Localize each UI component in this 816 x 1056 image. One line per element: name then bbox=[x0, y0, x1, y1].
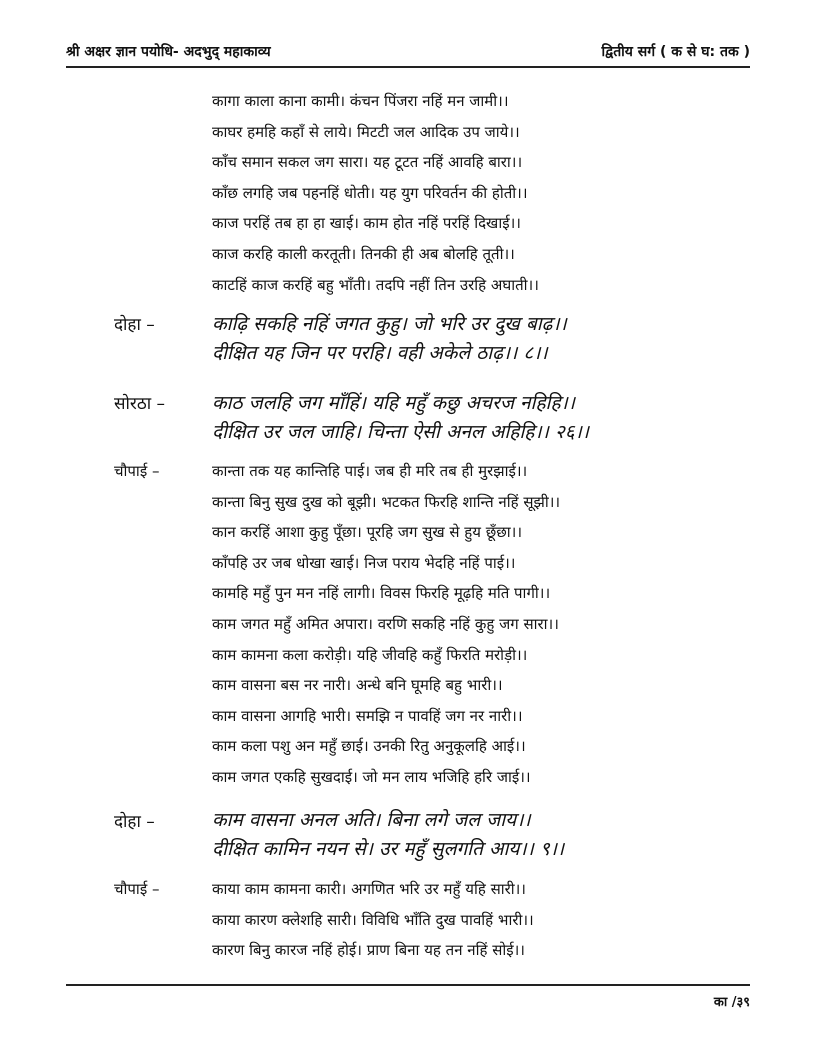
doha-line: दीक्षित कामिन नयन से। उर महुँ सुलगति आय।। ९।। bbox=[212, 838, 565, 860]
footer-divider bbox=[66, 984, 750, 986]
verse-line: काघर हमहि कहाँ से लाये। मिटटी जल आदिक उप जाये।। bbox=[212, 122, 520, 141]
doha-line: काम वासना अनल अति। बिना लगे जल जाय।। bbox=[212, 809, 531, 831]
verse-line: काज करहि काली करतूती। तिनकी ही अब बोलहि तूती।। bbox=[212, 244, 515, 263]
verse-line: काम जगत एकहि सुखदाई। जो मन लाय भजिहि हरि जाई।। bbox=[212, 767, 531, 786]
header-book-title: श्री अक्षर ज्ञान पयोधि- अदभुद् महाकाव्य bbox=[66, 44, 271, 60]
verse-line: काम कामना कला करोड़ी। यहि जीवहि कहुँ फिरति मरोड़ी।। bbox=[212, 645, 528, 664]
chaupai-label: चौपाई – bbox=[114, 880, 160, 898]
sortha-line: काठ जलहि जग माँहिं। यहि महुँ कछु अचरज नहिहि।। bbox=[212, 392, 575, 414]
verse-line: काया कारण क्लेशहि सारी। विविधि भाँति दुख पावहिं भारी।। bbox=[212, 910, 534, 929]
chaupai-block-3 bbox=[212, 874, 534, 966]
verse-line: काम वासना आगहि भारी। समझि न पावहिं जग नर नारी।। bbox=[212, 706, 523, 725]
verse-line: कान्ता तक यह कान्तिहि पाई। जब ही मरि तब ही मुरझाई।। bbox=[212, 462, 528, 480]
running-header bbox=[66, 40, 750, 64]
verse-line: काँछ लगहि जब पहनहिं धोती। यह युग परिवर्तन की होती।। bbox=[212, 183, 528, 202]
chaupai-block-1 bbox=[212, 86, 539, 300]
verse-line: कान करहिं आशा कुहु पूँछा। पूरहि जग सुख से हुय छूँछा।। bbox=[212, 523, 523, 542]
verse-line: कामहि महुँ पुन मन नहिं लागी। विवस फिरहि मूढ़हि मति पागी।। bbox=[212, 584, 551, 603]
doha-label: दोहा – bbox=[114, 315, 155, 335]
header-divider bbox=[66, 66, 750, 68]
doha-label: दोहा – bbox=[114, 812, 155, 832]
sortha-block-1 bbox=[212, 389, 589, 447]
chaupai-label: चौपाई – bbox=[114, 462, 160, 480]
verse-line: काया काम कामना कारी। अगणित भरि उर महुँ यहि सारी।। bbox=[212, 880, 526, 898]
doha-block-2 bbox=[212, 806, 564, 864]
verse-line: काम जगत महुँ अमित अपारा। वरणि सकहि नहिं कुहु जग सारा।। bbox=[212, 614, 559, 633]
verse-line: कागा काला काना कामी। कंचन पिंजरा नहिं मन जामी।। bbox=[212, 92, 509, 110]
verse-line: काज परहिं तब हा हा खाई। काम होत नहिं परहिं दिखाई।। bbox=[212, 214, 521, 233]
sortha-label: सोरठा – bbox=[114, 394, 166, 414]
verse-line: काँच समान सकल जग सारा। यह टूटत नहिं आवहि बारा।। bbox=[212, 153, 523, 172]
doha-line: काढ़ि सकहि नहिं जगत कुहु। जो भरि उर दुख बाढ़।। bbox=[212, 313, 567, 335]
verse-line: कारण बिनु कारज नहिं होई। प्राण बिना यह तन नहिं सोई।। bbox=[212, 941, 525, 960]
verse-line: काटहिं काज करहिं बहु भाँती। तदपि नहीं तिन उरहि अघाती।। bbox=[212, 275, 539, 294]
verse-line: काँपहि उर जब धोखा खाई। निज पराय भेदहि नहिं पाई।। bbox=[212, 553, 516, 572]
doha-block-1 bbox=[212, 310, 567, 368]
doha-line: दीक्षित यह जिन पर परहि। वही अकेले ठाढ़।। ८।। bbox=[212, 342, 548, 364]
verse-line: कान्ता बिनु सुख दुख को बूझी। भटकत फिरहि शान्ति नहिं सूझी।। bbox=[212, 492, 561, 511]
verse-line: काम वासना बस नर नारी। अन्धे बनि घूमहि बहु भारी।। bbox=[212, 676, 503, 695]
sortha-line: दीक्षित उर जल जाहि। चिन्ता ऐसी अनल अहिहि।। २६।। bbox=[212, 421, 589, 443]
verse-line: काम कला पशु अन महुँ छाई। उनकी रितु अनुकूलहि आई।। bbox=[212, 737, 526, 756]
header-chapter-title: द्वितीय सर्ग ( क से घ: तक ) bbox=[601, 44, 750, 60]
chaupai-block-2 bbox=[212, 456, 560, 793]
page-number: का /३९ bbox=[713, 995, 750, 1010]
